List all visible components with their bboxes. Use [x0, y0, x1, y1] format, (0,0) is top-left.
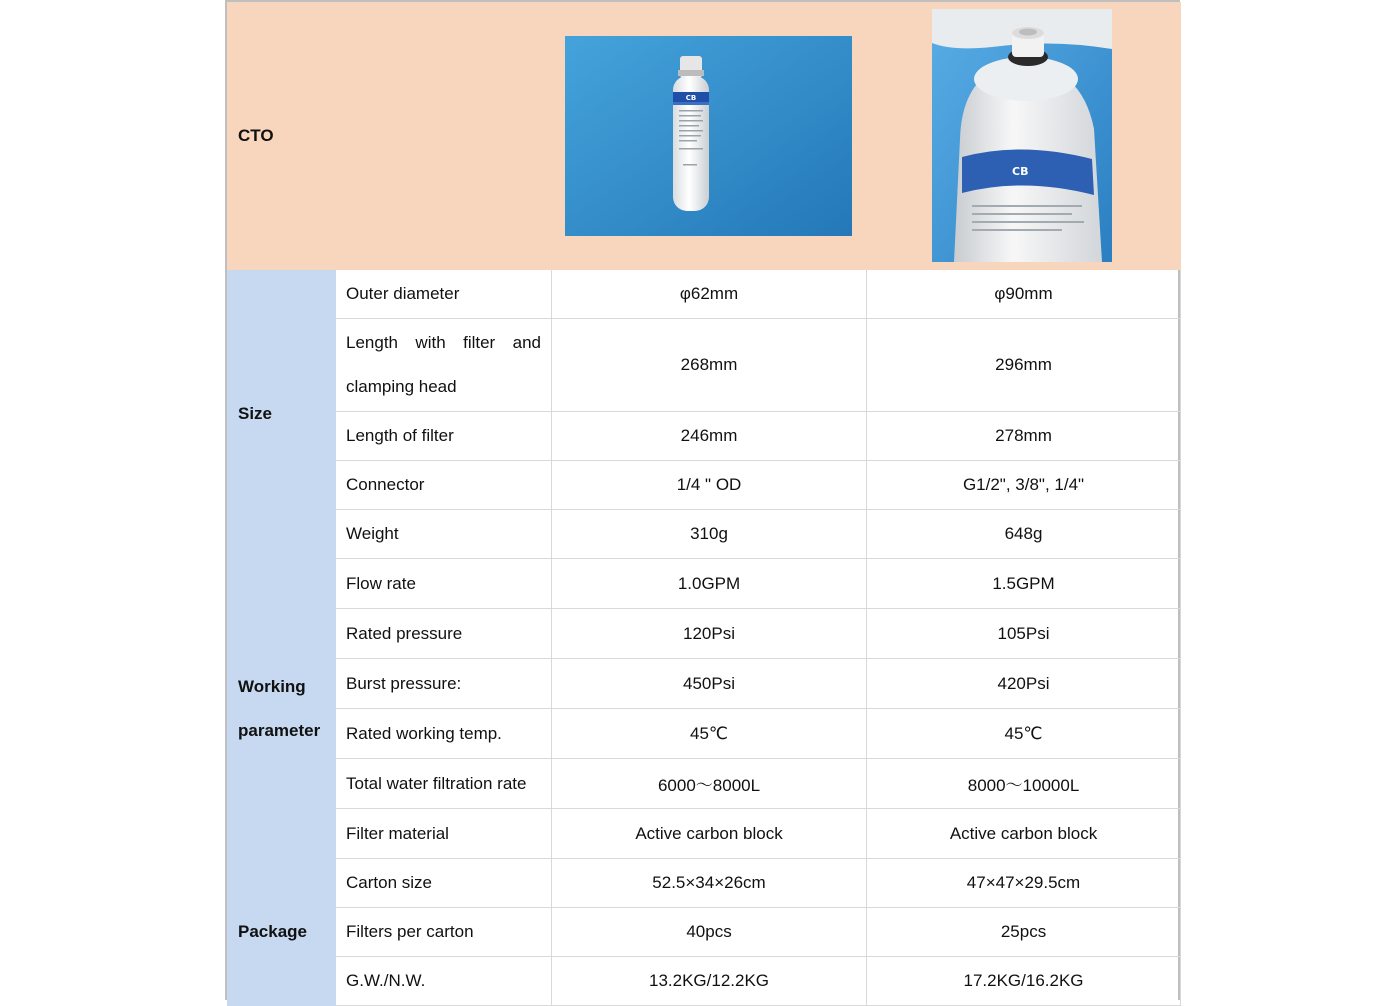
value-cell: φ90mm [867, 270, 1181, 319]
cartridge-label: CB [685, 94, 697, 102]
param-label: Flow rate [336, 559, 552, 609]
filter-photo-large [932, 9, 1112, 262]
category-label-line: parameter [238, 720, 321, 740]
value-cell: 45℃ [867, 709, 1181, 759]
param-label: Rated pressure [336, 609, 552, 659]
param-label-line: clamping head [346, 377, 457, 396]
category-working-parameter [228, 559, 336, 859]
table-row [228, 559, 1181, 609]
value-cell: 6000～8000L [552, 759, 867, 809]
value-cell: 47×47×29.5cm [867, 859, 1181, 908]
value-cell: 105Psi [867, 609, 1181, 659]
param-label [336, 319, 552, 412]
cartridge-label-large: CB [1012, 165, 1029, 178]
value-cell: 1/4 " OD [552, 461, 867, 510]
value-cell: 13.2KG/12.2KG [552, 957, 867, 1006]
param-label: Carton size [336, 859, 552, 908]
value-cell: 17.2KG/16.2KG [867, 957, 1181, 1006]
table-row [228, 759, 1181, 809]
table-row [228, 809, 1181, 859]
table-row [228, 609, 1181, 659]
value-cell: G1/2", 3/8", 1/4" [867, 461, 1181, 510]
value-cell: 40pcs [552, 908, 867, 957]
param-label: Filters per carton [336, 908, 552, 957]
value-cell: 450Psi [552, 659, 867, 709]
param-label: Length of filter [336, 412, 552, 461]
category-size: Size [228, 270, 336, 559]
param-label: Burst pressure: [336, 659, 552, 709]
filter-cartridge-large-image [932, 9, 1112, 262]
param-label: Connector [336, 461, 552, 510]
model-label: CTO [228, 3, 552, 270]
param-label: Rated working temp. [336, 709, 552, 759]
table-row [228, 859, 1181, 908]
category-package: Package [228, 859, 336, 1006]
table-row [228, 412, 1181, 461]
param-label: G.W./N.W. [336, 957, 552, 1006]
value-cell: 8000～10000L [867, 759, 1181, 809]
value-cell: 246mm [552, 412, 867, 461]
value-cell: 268mm [552, 319, 867, 412]
table-row [228, 957, 1181, 1006]
value-cell: 25pcs [867, 908, 1181, 957]
value-cell: Active carbon block [552, 809, 867, 859]
param-label: Total water filtration rate [336, 759, 552, 809]
value-cell: 296mm [867, 319, 1181, 412]
table-row [228, 510, 1181, 559]
value-cell: 310g [552, 510, 867, 559]
value-cell: φ62mm [552, 270, 867, 319]
table-row [228, 709, 1181, 759]
value-cell: Active carbon block [867, 809, 1181, 859]
value-cell: 648g [867, 510, 1181, 559]
value-cell: 278mm [867, 412, 1181, 461]
param-label-line: Length with filter and [346, 333, 542, 352]
value-cell: 1.5GPM [867, 559, 1181, 609]
value-cell: 420Psi [867, 659, 1181, 709]
filter-photo-small [565, 36, 852, 236]
filter-cartridge-small-image [565, 36, 852, 236]
table-row [228, 319, 1181, 412]
value-cell: 45℃ [552, 709, 867, 759]
value-cell: 120Psi [552, 609, 867, 659]
param-label: Weight [336, 510, 552, 559]
category-label-line: Working [238, 676, 306, 696]
table-row [228, 908, 1181, 957]
table-row [228, 461, 1181, 510]
table-row [228, 270, 1181, 319]
table-row [228, 659, 1181, 709]
value-cell: 52.5×34×26cm [552, 859, 867, 908]
value-cell: 1.0GPM [552, 559, 867, 609]
param-label: Outer diameter [336, 270, 552, 319]
param-label: Filter material [336, 809, 552, 859]
